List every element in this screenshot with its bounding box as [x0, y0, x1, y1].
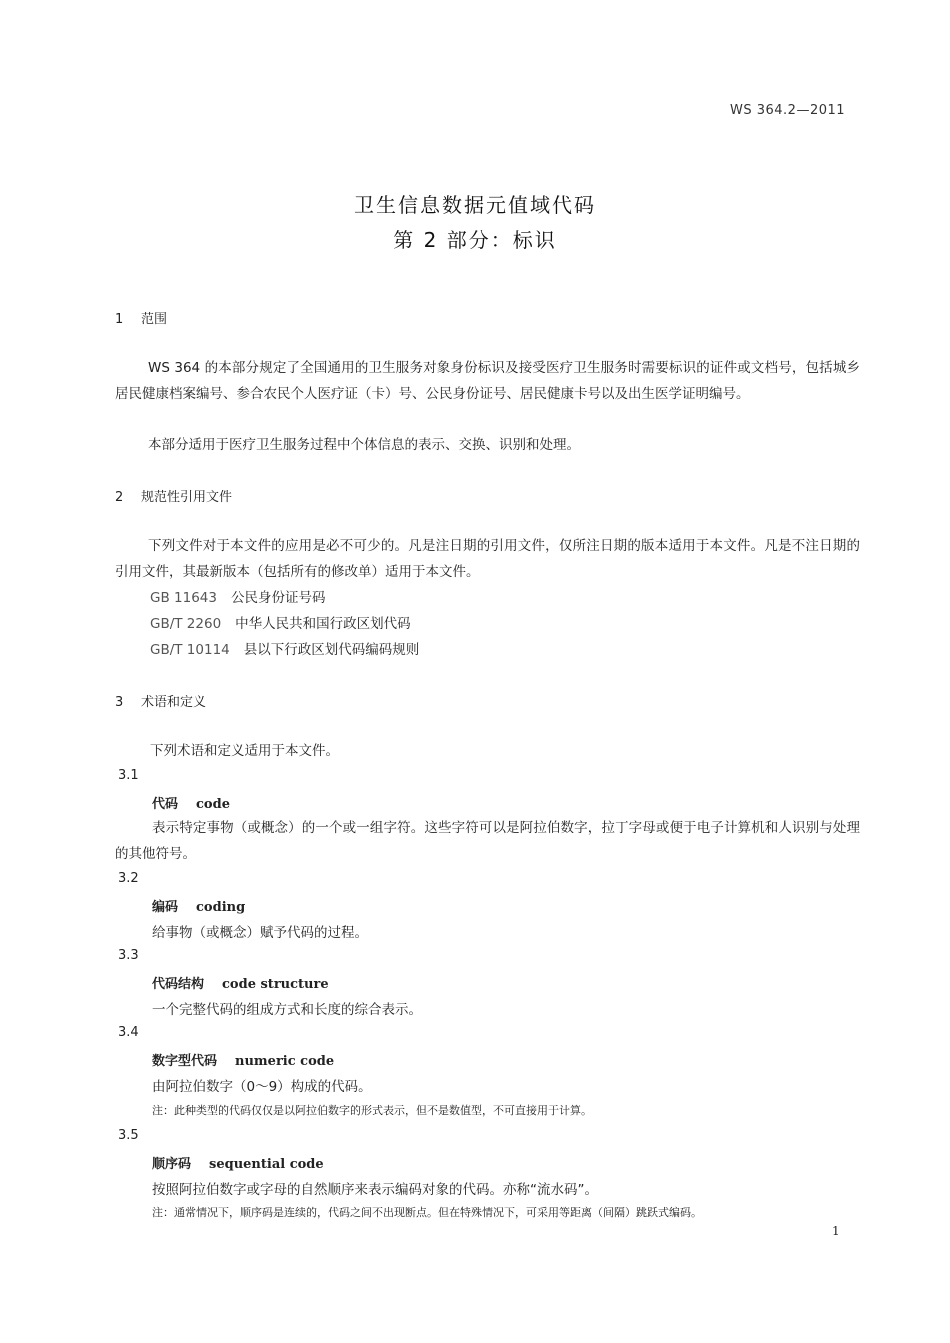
term-zh: 顺序码 — [152, 1157, 192, 1172]
term-zh: 数字型代码 — [152, 1054, 218, 1069]
term-zh: 代码 — [152, 797, 179, 812]
term-definition: 按照阿拉伯数字或字母的自然顺序来表示编码对象的代码。亦称“流水码”。 — [152, 1182, 598, 1198]
section-1-paragraph-2: 本部分适用于医疗卫生服务过程中个体信息的表示、交换、识别和处理。 — [148, 437, 580, 453]
reference-title: 中华人民共和国行政区划代码 — [235, 616, 411, 632]
reference-code: GB/T 10114 — [150, 642, 230, 658]
term-name — [152, 973, 329, 992]
section-3-heading — [115, 691, 206, 710]
term-number: 3.2 — [118, 871, 139, 886]
section-title: 范围 — [141, 312, 168, 327]
term-definition: 一个完整代码的组成方式和长度的综合表示。 — [152, 1002, 422, 1018]
standard-number: WS 364.2—2011 — [730, 103, 846, 118]
reference-code: GB/T 2260 — [150, 616, 222, 632]
term-name — [152, 1153, 324, 1172]
term-number: 3.5 — [118, 1128, 139, 1143]
document-title: 卫生信息数据元值域代码 — [354, 193, 596, 217]
term-en: code structure — [222, 977, 329, 992]
term-en: coding — [196, 900, 246, 915]
section-title: 规范性引用文件 — [141, 490, 233, 505]
term-name — [152, 896, 245, 915]
term-note: 注：此种类型的代码仅仅是以阿拉伯数字的形式表示，但不是数值型，不可直接用于计算。 — [152, 1104, 592, 1117]
term-zh: 编码 — [152, 900, 179, 915]
page-number: 1 — [832, 1224, 840, 1238]
term-en: numeric code — [235, 1054, 335, 1069]
term-zh: 代码结构 — [152, 977, 205, 992]
reference-title: 县以下行政区划代码编码规则 — [243, 642, 420, 658]
term-definition: 表示特定事物（或概念）的一个或一组字符。这些字符可以是阿拉伯数字，拉丁字母或便于电子计算机和人识别与处理的其他符号。 — [115, 820, 860, 862]
section-2-paragraph: 下列文件对于本文件的应用是必不可少的。凡是注日期的引用文件，仅所注日期的版本适用于本文件。凡是不注日期的引用文件，其最新版本（包括所有的修改单）适用于本文件。 — [115, 538, 860, 580]
section-number: 3 — [115, 695, 124, 710]
section-title: 术语和定义 — [141, 695, 207, 710]
section-number: 1 — [115, 312, 124, 327]
term-en: code — [196, 797, 230, 812]
section-1-heading — [115, 308, 167, 327]
term-definition: 给事物（或概念）赋予代码的过程。 — [152, 925, 368, 941]
term-name — [152, 793, 230, 812]
normative-reference — [150, 586, 325, 606]
term-note: 注：通常情况下，顺序码是连续的，代码之间不出现断点。但在特殊情况下，可采用等距离（间隔）跳跃式编码。 — [152, 1206, 702, 1219]
section-1-paragraph-1: WS 364 的本部分规定了全国通用的卫生服务对象身份标识及接受医疗卫生服务时需要标识的证件或文档号，包括城乡居民健康档案编号、参合农民个人医疗证（卡）号、公民身份证号、居民健康卡号以及出生医学证明编号。 — [115, 360, 860, 402]
section-3-intro: 下列术语和定义适用于本文件。 — [150, 743, 339, 759]
document-subtitle: 第 2 部分：标识 — [393, 228, 557, 252]
term-definition: 由阿拉伯数字（0～9）构成的代码。 — [152, 1079, 372, 1095]
term-en: sequential code — [209, 1157, 324, 1172]
section-2-heading — [115, 486, 232, 505]
term-number: 3.1 — [118, 768, 139, 783]
section-number: 2 — [115, 490, 124, 505]
term-number: 3.3 — [118, 948, 139, 963]
term-number: 3.4 — [118, 1025, 139, 1040]
normative-reference — [150, 638, 419, 658]
term-name — [152, 1050, 334, 1069]
normative-reference — [150, 612, 411, 632]
reference-title: 公民身份证号码 — [230, 590, 326, 606]
reference-code: GB 11643 — [150, 590, 217, 606]
